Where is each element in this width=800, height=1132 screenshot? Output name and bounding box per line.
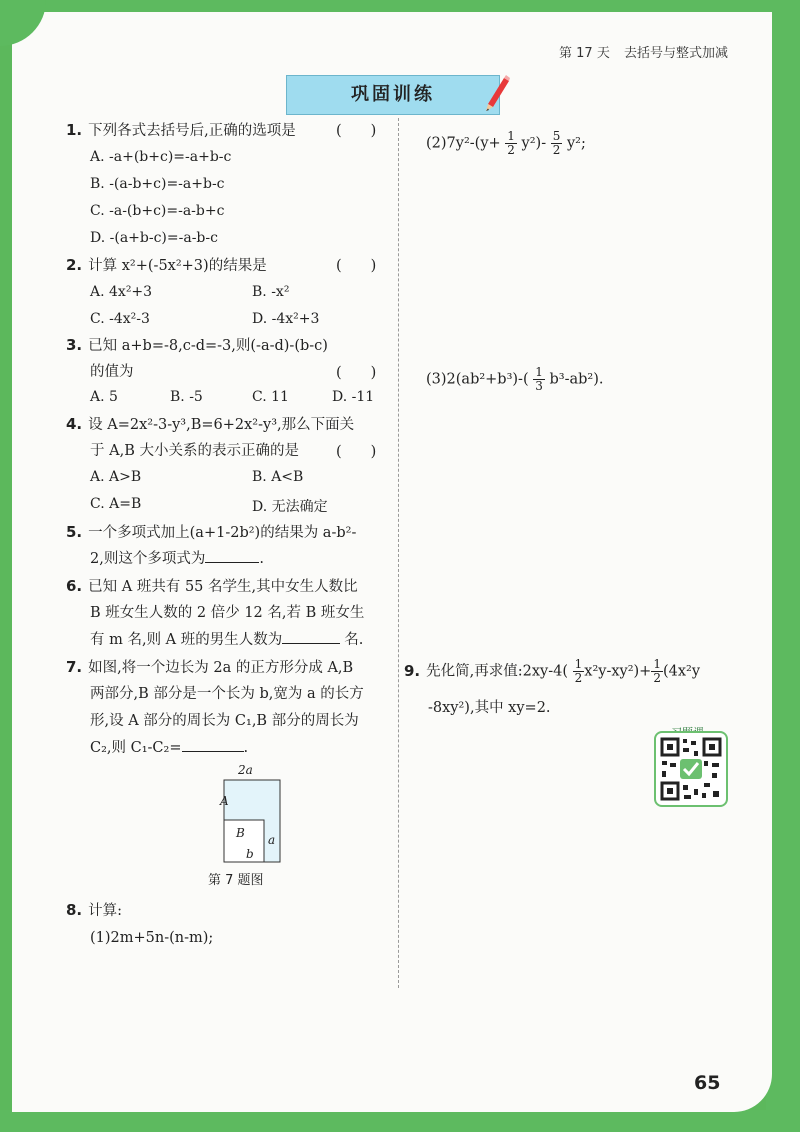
q3-stem-line1 — [66, 334, 328, 357]
q8-part3-pre: (3)2(ab²+b³)-( — [426, 371, 529, 388]
column-divider — [398, 118, 400, 988]
q6-line2: B 班女生人数的 2 倍少 12 名,若 B 班女生 — [90, 605, 365, 621]
q3-option-d: D. -11 — [332, 389, 375, 405]
q9-fraction-2 — [651, 658, 663, 685]
q1-option-c: C. -a-(b+c)=-a-b+c — [90, 203, 225, 219]
q7-figure — [190, 760, 300, 868]
q4-text-line1: 设 A=2x²-3-y³,B=6+2x²-y³,那么下面关 — [88, 417, 355, 433]
q3-option-b: B. -5 — [170, 389, 203, 405]
q2-answer-paren[interactable]: ( ) — [336, 258, 377, 274]
q8-part2-post: y²; — [566, 135, 586, 152]
figure-caption: 第 7 题图 — [208, 873, 264, 888]
fraction-numerator: 5 — [552, 129, 561, 143]
fraction-denominator: 2 — [574, 671, 583, 685]
q7-line2: 两部分,B 部分是一个长为 b,宽为 a 的长方 — [90, 686, 364, 702]
section-title: 巩固训练 — [351, 84, 435, 105]
q6-line3 — [90, 629, 363, 651]
q7-number: 7. — [66, 658, 83, 676]
fraction-denominator: 2 — [507, 143, 515, 157]
q2-text: 计算 x²+(-5x²+3)的结果是 — [88, 258, 267, 274]
q8-part2-pre: (2)7y²-(y+ — [426, 135, 501, 152]
fraction-numerator: 1 — [507, 129, 515, 143]
q8-part2-fraction-1 — [505, 130, 517, 157]
q9-text-pre: 先化简,再求值:2xy-4( — [426, 663, 569, 680]
q7-line3: 形,设 A 部分的周长为 C₁,B 部分的周长为 — [90, 713, 359, 729]
q3-stem-line2: 的值为 — [90, 364, 134, 380]
q3-text-line1: 已知 a+b=-8,c-d=-3,则(-a-d)-(b-c) — [88, 338, 328, 354]
q4-number: 4. — [66, 415, 83, 433]
q4-stem-line1 — [66, 413, 354, 436]
q6-text-line3: 有 m 名,则 A 班的男生人数为 — [90, 632, 283, 648]
q2-option-a: A. 4x²+3 — [90, 284, 153, 300]
fig-label-bottom-b: b — [246, 847, 254, 861]
q5-text-line2: 2,则这个多项式为 — [90, 551, 206, 567]
q4-option-d: D. 无法确定 — [252, 499, 328, 515]
q2-number: 2. — [66, 256, 83, 274]
fraction-denominator: 2 — [552, 143, 561, 157]
qr-code-icon — [656, 733, 726, 805]
page-header — [559, 42, 728, 61]
q4-option-b: B. A<B — [252, 469, 304, 485]
pencil-icon — [478, 72, 512, 112]
q5-answer-blank[interactable] — [205, 548, 259, 563]
q1-answer-paren[interactable]: ( ) — [336, 123, 377, 139]
q3-number: 3. — [66, 336, 83, 354]
q2-option-d: D. -4x²+3 — [252, 311, 320, 327]
q6-line1 — [66, 575, 358, 598]
q1-option-d: D. -(a+b-c)=-a-b-c — [90, 230, 218, 246]
q8-part2 — [426, 130, 586, 157]
q8-part3-post: b³-ab²). — [549, 371, 604, 388]
q5-number: 5. — [66, 523, 83, 541]
fig-label-b-region: B — [236, 826, 245, 840]
q8-part2-fraction-2 — [551, 130, 563, 157]
q5-text-end: . — [259, 551, 264, 567]
q1-option-b: B. -(a-b+c)=-a+b-c — [90, 176, 225, 192]
q2-option-b: B. -x² — [252, 284, 290, 300]
q1-number: 1. — [66, 121, 83, 139]
q5-line2 — [90, 548, 264, 570]
page-number: 65 — [694, 1072, 721, 1094]
q1-stem — [66, 119, 296, 142]
q9-fraction-1 — [573, 658, 585, 685]
q5-text-line1: 一个多项式加上(a+1-2b²)的结果为 a-b²- — [88, 525, 357, 541]
q7-line4 — [90, 737, 248, 759]
q8-part1: (1)2m+5n-(n-m); — [90, 930, 214, 946]
q4-option-a: A. A>B — [90, 469, 142, 485]
q4-option-c: C. A=B — [90, 496, 142, 512]
header-day: 第 17 天 — [559, 46, 610, 61]
q8-number: 8. — [66, 901, 83, 919]
q7-line1 — [66, 656, 353, 679]
q6-number: 6. — [66, 577, 83, 595]
header-topic: 去括号与整式加减 — [623, 46, 728, 61]
q8-text: 计算: — [88, 903, 123, 919]
fraction-numerator: 1 — [574, 657, 583, 671]
q3-answer-paren[interactable]: ( ) — [336, 365, 377, 381]
fraction-numerator: 1 — [653, 657, 661, 671]
q5-line1 — [66, 521, 356, 544]
q9-text-mid: x²y-xy²)+ — [584, 663, 652, 680]
q6-answer-blank[interactable] — [282, 629, 340, 644]
q8-stem — [66, 899, 122, 922]
q7-text-line4: C₂,则 C₁-C₂= — [90, 740, 182, 756]
q9-line2: -8xy²),其中 xy=2. — [428, 700, 551, 716]
q6-text-line1: 已知 A 班共有 55 名学生,其中女生人数比 — [88, 579, 358, 595]
q9-line1 — [404, 658, 700, 685]
q9-number: 9. — [404, 661, 421, 680]
q8-part3-fraction — [533, 366, 545, 393]
bottom-green-border — [0, 1110, 800, 1132]
fig-label-a-region: A — [220, 794, 229, 808]
q4-answer-paren[interactable]: ( ) — [336, 444, 377, 460]
q1-option-a: A. -a+(b+c)=-a+b-c — [90, 149, 232, 165]
q8-part2-mid: y²)- — [521, 135, 547, 152]
fraction-denominator: 3 — [535, 379, 543, 393]
q7-text-line1: 如图,将一个边长为 2a 的正方形分成 A,B — [88, 660, 354, 676]
q2-option-c: C. -4x²-3 — [90, 311, 150, 327]
fig-label-2a: 2a — [238, 763, 253, 777]
fig-label-side-a: a — [268, 833, 276, 847]
q4-stem-line2: 于 A,B 大小关系的表示正确的是 — [90, 443, 299, 459]
q1-text: 下列各式去括号后,正确的选项是 — [88, 123, 296, 139]
q8-part3 — [426, 366, 603, 393]
q6-text-end: 名. — [344, 632, 364, 648]
q9-text-post: (4x²y — [662, 663, 701, 680]
q7-text-end: . — [243, 740, 249, 756]
q7-answer-blank[interactable] — [182, 737, 244, 752]
fraction-denominator: 2 — [653, 671, 661, 685]
fraction-numerator: 1 — [535, 365, 543, 379]
qr-code[interactable] — [654, 731, 728, 807]
section-title-box — [286, 75, 500, 115]
q3-option-a: A. 5 — [90, 389, 118, 405]
q3-option-c: C. 11 — [252, 389, 289, 405]
q2-stem — [66, 254, 267, 277]
